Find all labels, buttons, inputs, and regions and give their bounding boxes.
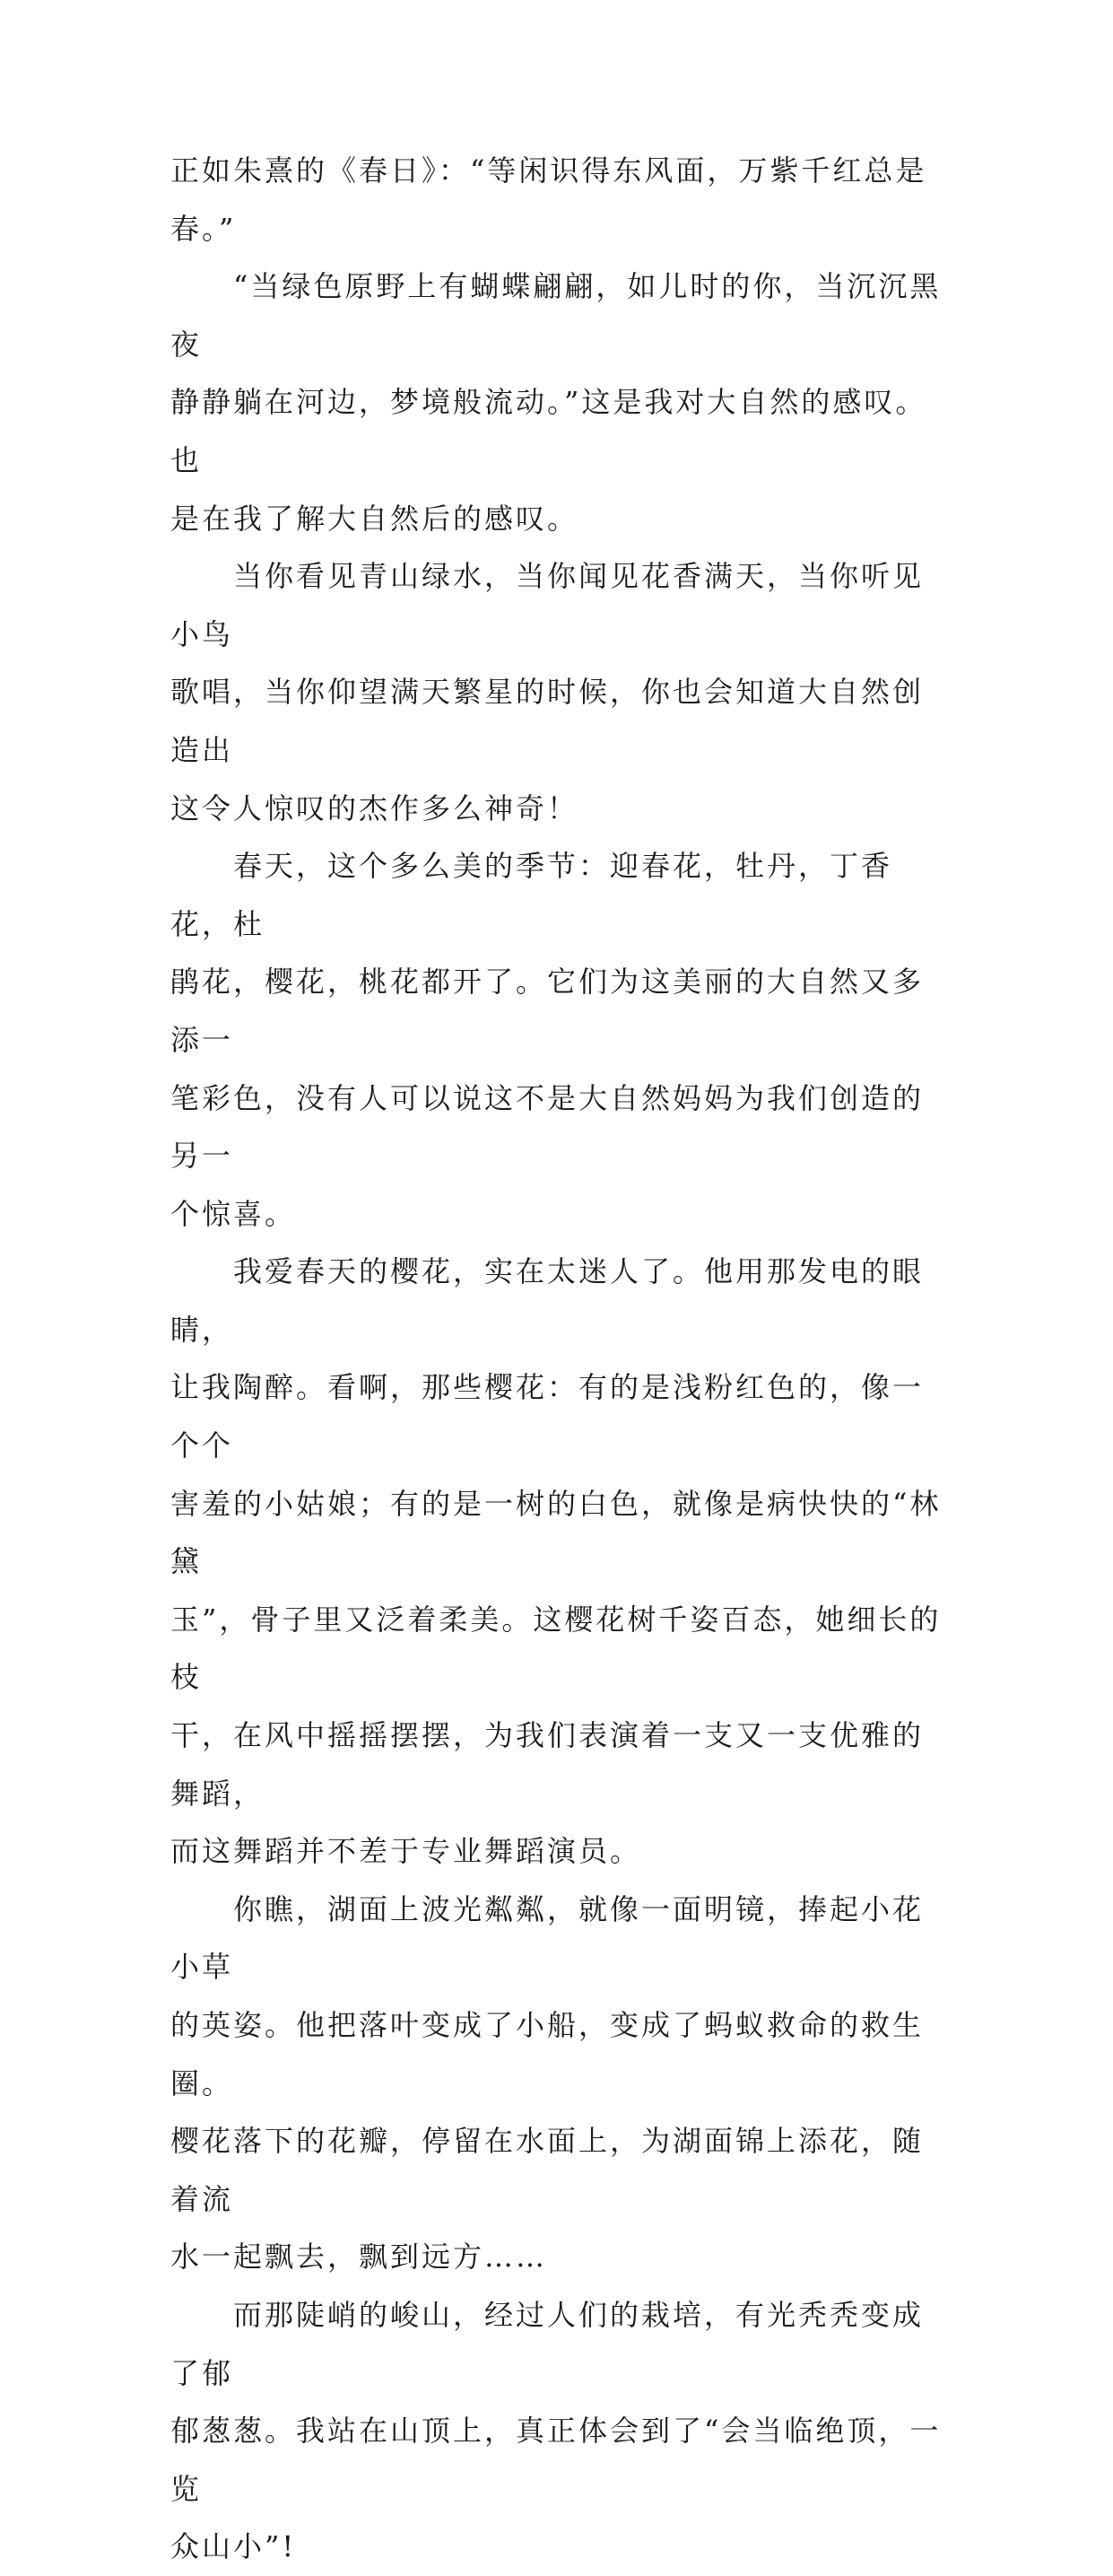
text-line: 水一起飘去，飘到远方…… [170, 2240, 548, 2275]
text-line: 这令人惊叹的杰作多么神奇！ [170, 790, 579, 825]
essay-body [170, 142, 942, 2576]
text-line: “当绿色原野上有蝴蝶翩翩，如儿时的你，当沉沉黑夜 [170, 269, 942, 362]
text-line: 是在我了解大自然后的感叹。 [170, 501, 579, 536]
text-line: 樱花落下的花瓣，停留在水面上，为湖面锦上添花，随着流 [170, 2124, 925, 2216]
text-line: 郁葱葱。我站在山顶上，真正体会到了“会当临绝顶，一览 [170, 2414, 942, 2506]
text-line: 正如朱熹的《春日》：“等闲识得东风面，万紫千红总是春。” [170, 153, 927, 246]
paragraph [170, 1881, 942, 2286]
paragraph [170, 1243, 942, 1881]
text-line: 个惊喜。 [170, 1196, 297, 1231]
text-line: 静静躺在河边，梦境般流动。”这是我对大自然的感叹。也 [170, 385, 927, 477]
paragraph [170, 547, 942, 837]
paragraph [170, 142, 942, 258]
text-line: 春天，这个多么美的季节：迎春花，牡丹，丁香花，杜 [170, 849, 893, 941]
paragraph [170, 258, 942, 547]
paragraph [170, 837, 942, 1243]
text-line: 而那陡峭的峻山，经过人们的栽培，有光秃秃变成了郁 [170, 2297, 925, 2390]
text-line: 歌唱，当你仰望满天繁星的时候，你也会知道大自然创造出 [170, 675, 925, 767]
text-line: 害羞的小姑娘；有的是一树的白色，就像是病快快的“林黛 [170, 1486, 942, 1579]
text-line: 你瞧，湖面上波光粼粼，就像一面明镜，捧起小花小草 [170, 1891, 925, 1985]
text-line: 当你看见青山绿水，当你闻见花香满天，当你听见小鸟 [170, 559, 925, 651]
text-line: 我爱春天的樱花，实在太迷人了。他用那发电的眼睛， [170, 1254, 925, 1347]
text-line: 的英姿。他把落叶变成了小船，变成了蚂蚁救命的救生圈。 [170, 2008, 925, 2100]
text-line: 让我陶醉。看啊，那些樱花：有的是浅粉红色的，像一个个 [170, 1370, 925, 1463]
text-line: 而这舞蹈并不差于专业舞蹈演员。 [170, 1834, 642, 1869]
text-line: 笔彩色，没有人可以说这不是大自然妈妈为我们创造的另一 [170, 1080, 925, 1174]
text-line: 玉”，骨子里又泛着柔美。这樱花树千姿百态，她细长的枝 [170, 1602, 942, 1695]
text-line: 干，在风中摇摇摆摆，为我们表演着一支又一支优雅的舞蹈， [170, 1718, 925, 1811]
text-line: 众山小”! [170, 2529, 297, 2564]
paragraph [170, 2286, 942, 2576]
text-line: 鹃花，樱花，桃花都开了。它们为这美丽的大自然又多添一 [170, 965, 925, 1057]
